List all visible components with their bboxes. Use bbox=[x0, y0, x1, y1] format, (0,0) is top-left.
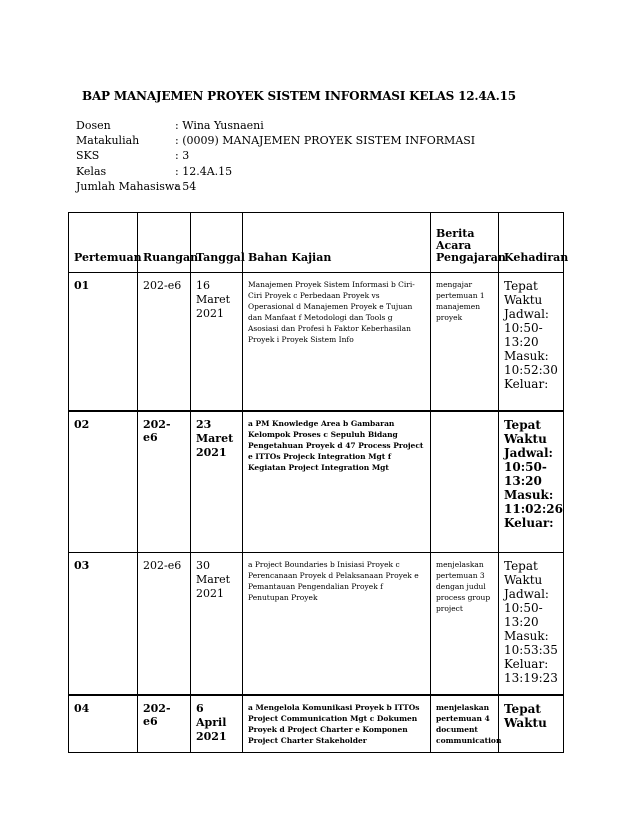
info-label: SKS bbox=[76, 149, 100, 163]
cell-bahan-kajian: a PM Knowledge Area b Gambaran Kelompok Proses c Sepuluh Bidang Pengetahuan Proyek d 47 Process Project e ITTOs Projeck Integration Mgt f Kegiatan Project Integration Mgt bbox=[243, 411, 431, 553]
cell-bahan-kajian: Manajemen Proyek Sistem Informasi b Ciri-Ciri Proyek c Perbedaan Proyek vs Operasional d Manajemen Proyek e Tujuan dan Manfaat f Metodologi dan Tools g Asosiasi dan Profesi h Faktor Keberhasilan Proyek i Proyek Sistem Info bbox=[243, 273, 431, 411]
header-ruangan: Ruangan bbox=[138, 213, 191, 273]
info-value: : Wina Yusnaeni bbox=[175, 119, 264, 132]
table-row bbox=[69, 695, 564, 753]
info-label: Kelas bbox=[76, 164, 107, 178]
cell-tanggal: 16 Maret 2021 bbox=[191, 273, 243, 411]
cell-bahan-kajian: a Mengelola Komunikasi Proyek b ITTOs Project Communication Mgt c Dokumen Proyek d Project Charter e Komponen Project Charter Stakeholder bbox=[243, 695, 431, 753]
header-kehadiran: Kehadiran bbox=[499, 213, 564, 273]
info-row-matakuliah bbox=[76, 133, 475, 148]
cell-tanggal: 6 April 2021 bbox=[191, 695, 243, 753]
info-row-kelas bbox=[76, 164, 475, 179]
cell-pertemuan: 03 bbox=[69, 553, 138, 695]
header-tanggal: Tanggal bbox=[191, 213, 243, 273]
cell-pertemuan: 02 bbox=[69, 411, 138, 553]
cell-berita-acara: menjelaskan pertemuan 3 dengan judul process group project bbox=[431, 553, 499, 695]
info-row-sks bbox=[76, 148, 475, 163]
cell-ruangan: 202-e6 bbox=[138, 695, 191, 753]
info-row-jumlah-mahasiswa bbox=[76, 179, 475, 194]
header-bahan-kajian: Bahan Kajian bbox=[243, 213, 431, 273]
info-value: : (0009) MANAJEMEN PROYEK SISTEM INFORMASI bbox=[175, 134, 476, 148]
cell-kehadiran: Tepat Waktu Jadwal: 10:50-13:20 Masuk: 10:52:30 Keluar: bbox=[499, 273, 564, 411]
course-info bbox=[76, 118, 475, 194]
info-value: : 3 bbox=[175, 149, 190, 163]
header-berita-acara: Berita Acara Pengajaran bbox=[431, 213, 499, 273]
info-row-dosen bbox=[76, 118, 475, 133]
cell-kehadiran: Tepat Waktu Jadwal: 10:50-13:20 Masuk: 10:53:35 Keluar: 13:19:23 bbox=[499, 553, 564, 695]
cell-ruangan: 202-e6 bbox=[138, 273, 191, 411]
cell-kehadiran: Tepat Waktu Jadwal: 10:50-13:20 Masuk: 11:02:26 Keluar: bbox=[499, 411, 564, 553]
info-label: Jumlah Mahasiswa bbox=[76, 179, 181, 193]
cell-pertemuan: 01 bbox=[69, 273, 138, 411]
page-title: BAP MANAJEMEN PROYEK SISTEM INFORMASI KELAS 12.4A.15 bbox=[82, 89, 516, 103]
info-label: Dosen bbox=[76, 119, 111, 132]
header-pertemuan: Pertemuan bbox=[69, 213, 138, 273]
cell-ruangan: 202-e6 bbox=[138, 411, 191, 553]
cell-ruangan: 202-e6 bbox=[138, 553, 191, 695]
cell-pertemuan: 04 bbox=[69, 695, 138, 753]
cell-tanggal: 30 Maret 2021 bbox=[191, 553, 243, 695]
table-row bbox=[69, 273, 564, 411]
cell-berita-acara bbox=[431, 411, 499, 553]
info-label: Matakuliah bbox=[76, 134, 140, 148]
table-row bbox=[69, 411, 564, 553]
cell-tanggal: 23 Maret 2021 bbox=[191, 411, 243, 553]
info-value: : 54 bbox=[175, 179, 197, 193]
attendance-table bbox=[68, 212, 569, 753]
table-row bbox=[69, 553, 564, 695]
cell-kehadiran: Tepat Waktu bbox=[499, 695, 564, 753]
table-header-row bbox=[69, 213, 564, 273]
info-value: : 12.4A.15 bbox=[175, 164, 233, 178]
cell-berita-acara: mengajar pertemuan 1 manajemen proyek bbox=[431, 273, 499, 411]
cell-berita-acara: menjelaskan pertemuan 4 document communication bbox=[431, 695, 499, 753]
cell-bahan-kajian: a Project Boundaries b Inisiasi Proyek c Perencanaan Proyek d Pelaksanaan Proyek e Pemantauan Pengendalian Proyek f Penutupan Proyek bbox=[243, 553, 431, 695]
